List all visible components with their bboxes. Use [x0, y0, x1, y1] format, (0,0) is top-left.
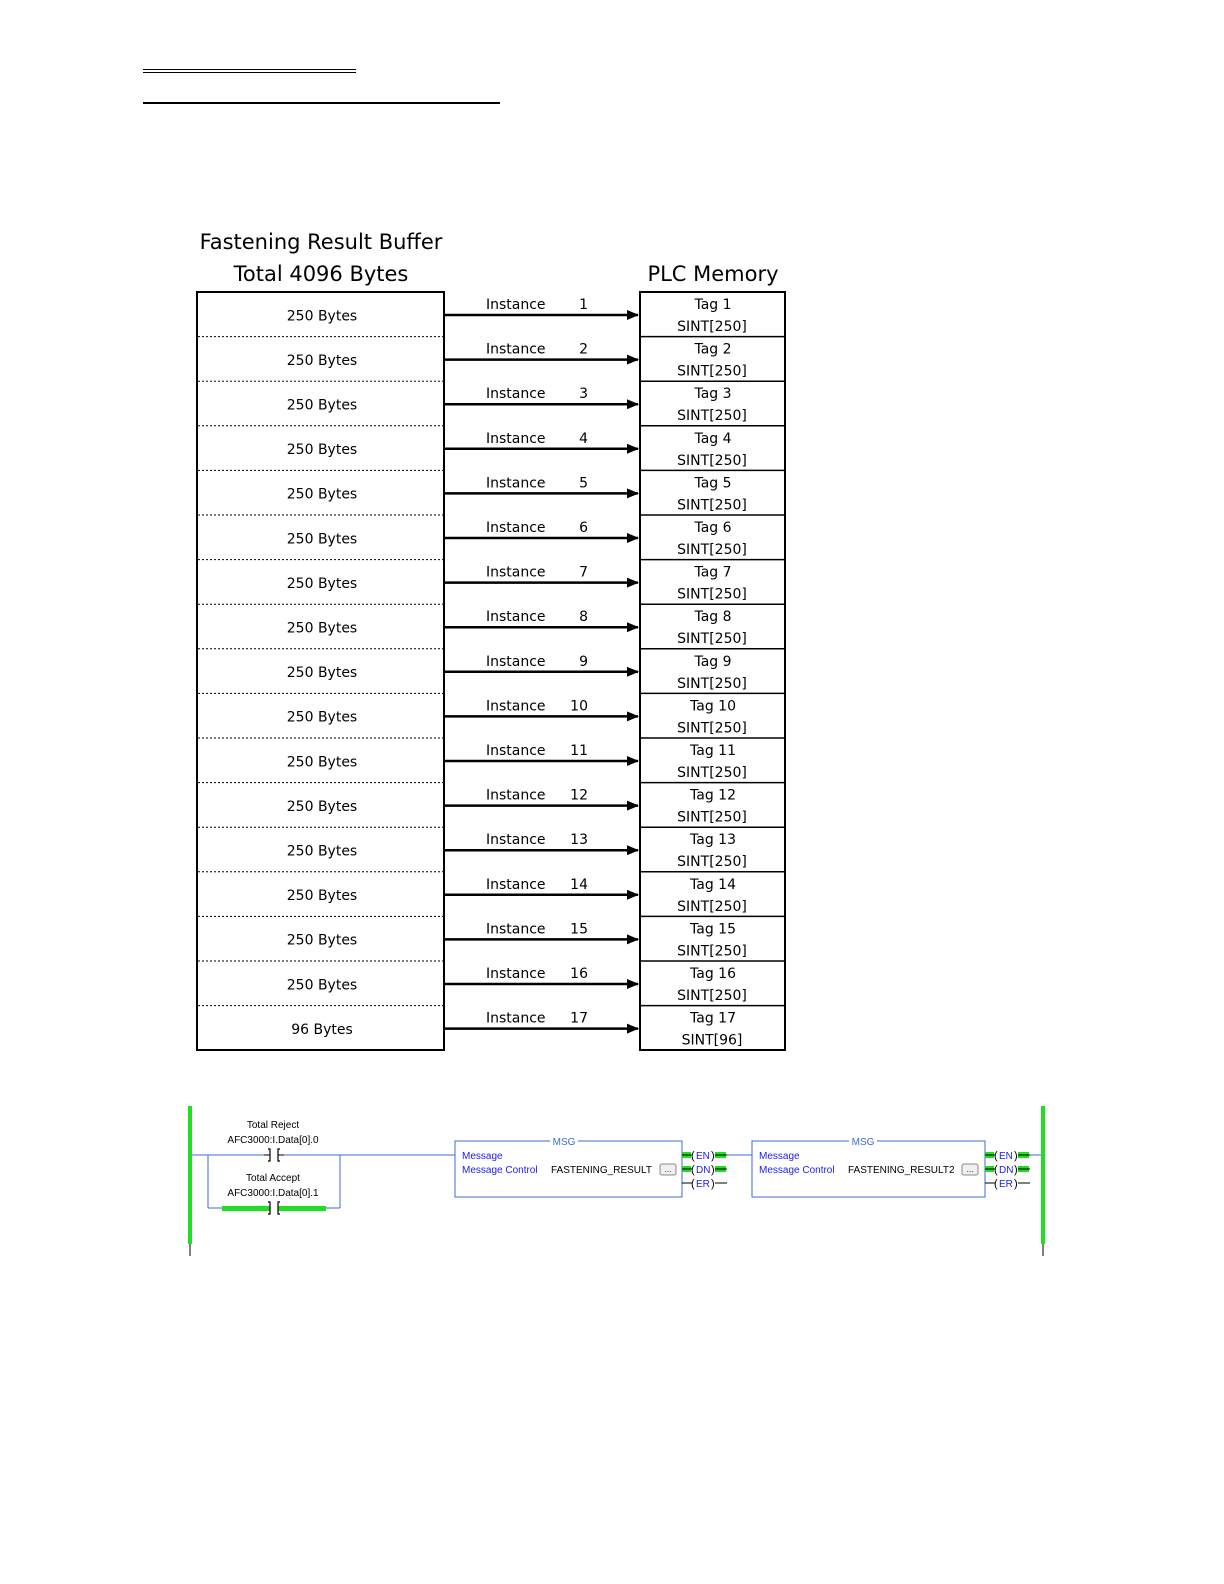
buffer-segment-label: 250 Bytes [286, 754, 358, 771]
instance-label: Instance [486, 653, 546, 670]
output-paren-right: ) [1014, 1164, 1018, 1176]
buffer-segment-label: 250 Bytes [286, 665, 358, 682]
plc-tag-name: Tag 8 [694, 609, 732, 626]
plc-tag-name: Tag 2 [694, 341, 732, 358]
msg-block-2[interactable] [752, 1135, 985, 1197]
left-power-rail [188, 1106, 192, 1244]
plc-tag-type: SINT[250] [677, 765, 747, 781]
instance-number: 12 [570, 787, 588, 804]
instance-label: Instance [486, 430, 546, 447]
buffer-segment-label: 250 Bytes [286, 888, 358, 905]
output-paren-left: ( [994, 1150, 998, 1162]
output-paren-right: ) [711, 1150, 715, 1162]
instance-number: 16 [570, 966, 588, 982]
plc-tag-type: SINT[250] [677, 720, 747, 737]
plc-memory-title: PLC Memory [647, 262, 779, 286]
buffer-segment-label: 250 Bytes [286, 531, 358, 548]
output-paren-right: ) [1014, 1150, 1018, 1162]
output-label: EN [999, 1151, 1013, 1162]
contact-total-accept[interactable] [222, 1173, 326, 1214]
instance-number: 3 [579, 386, 588, 403]
buffer-segment-label: 250 Bytes [286, 977, 358, 994]
output-label: ER [696, 1179, 710, 1190]
msg-param-value: FASTENING_RESULT2 [848, 1165, 955, 1176]
instance-number: 1 [579, 297, 588, 313]
buffer-segment-label: 250 Bytes [286, 843, 358, 860]
instance-number: 11 [570, 743, 588, 759]
plc-tag-name: Tag 14 [690, 876, 736, 893]
plc-tag-name: Tag 9 [694, 653, 732, 670]
buffer-title: Fastening Result Buffer [199, 230, 443, 254]
msg-param-label: Message Control [462, 1165, 538, 1176]
instance-number: 6 [579, 520, 588, 536]
plc-tag-type: SINT[250] [677, 675, 747, 692]
plc-tag-type: SINT[250] [677, 452, 747, 469]
plc-tag-type: SINT[250] [677, 319, 747, 335]
output-label: ER [999, 1179, 1013, 1190]
msg-config-button-label: ... [664, 1165, 672, 1174]
output-paren-left: ( [994, 1178, 998, 1190]
msg-config-button-label: ... [966, 1165, 974, 1174]
instance-label: Instance [486, 787, 546, 804]
instance-number: 13 [570, 832, 588, 849]
contact-address: AFC3000:I.Data[0].0 [227, 1135, 319, 1146]
plc-tag-name: Tag 16 [690, 966, 736, 982]
energized-highlight [222, 1206, 270, 1211]
plc-tag-type: SINT[250] [677, 898, 747, 915]
plc-tag-type: SINT[250] [677, 943, 747, 960]
msg-param-label: Message Control [759, 1165, 835, 1176]
buffer-segment-label: 250 Bytes [286, 932, 358, 949]
instance-label: Instance [486, 564, 546, 581]
plc-tag-name: Tag 3 [694, 386, 732, 403]
instance-number: 9 [579, 653, 588, 670]
buffer-segment-label: 96 Bytes [291, 1021, 353, 1038]
plc-tag-type: SINT[250] [677, 631, 747, 648]
plc-tag-name: Tag 15 [690, 921, 736, 938]
buffer-segment-label: 250 Bytes [286, 352, 358, 369]
plc-tag-type: SINT[250] [677, 809, 747, 826]
msg-output-en [985, 1150, 1030, 1162]
instance-number: 14 [570, 876, 588, 893]
msg-param-value: FASTENING_RESULT [551, 1165, 652, 1176]
buffer-segment-label: 250 Bytes [286, 798, 358, 815]
plc-tag-type: SINT[250] [677, 542, 747, 558]
instance-label: Instance [486, 520, 546, 536]
buffer-segment-label: 250 Bytes [286, 308, 358, 325]
instance-label: Instance [486, 386, 546, 403]
buffer-segment-label: 250 Bytes [286, 620, 358, 637]
instance-label: Instance [486, 743, 546, 759]
instance-number: 17 [570, 1010, 588, 1027]
buffer-segment-label: 250 Bytes [286, 575, 358, 592]
contact-description: Total Reject [246, 1120, 300, 1131]
instance-number: 10 [570, 698, 588, 715]
instance-label: Instance [486, 876, 546, 893]
output-label: DN [999, 1165, 1014, 1176]
instance-number: 8 [579, 609, 588, 626]
output-paren-right: ) [1014, 1178, 1018, 1190]
buffer-segment-label: 250 Bytes [286, 442, 358, 459]
instance-number: 4 [579, 430, 588, 447]
output-paren-left: ( [691, 1150, 695, 1162]
msg-title: Message [759, 1151, 800, 1162]
plc-tag-name: Tag 5 [694, 475, 732, 492]
plc-tag-name: Tag 12 [690, 787, 736, 804]
instance-label: Instance [486, 921, 546, 938]
msg-config-button[interactable] [660, 1164, 676, 1175]
plc-tag-name: Tag 6 [694, 520, 732, 536]
contact-description: Total Accept [246, 1173, 300, 1184]
plc-tag-name: Tag 13 [690, 832, 736, 849]
buffer-segment-label: 250 Bytes [286, 709, 358, 726]
instance-number: 7 [579, 564, 588, 581]
msg-output-er [985, 1178, 1030, 1190]
plc-tag-type: SINT[250] [677, 363, 747, 380]
instance-label: Instance [486, 297, 546, 313]
instance-label: Instance [486, 698, 546, 715]
msg-block-1[interactable] [455, 1135, 682, 1197]
msg-output-en [682, 1150, 727, 1162]
plc-tag-type: SINT[250] [677, 988, 747, 1004]
plc-tag-name: Tag 7 [694, 564, 732, 581]
energized-highlight [278, 1206, 326, 1211]
buffer-segment-label: 250 Bytes [286, 397, 358, 414]
instance-label: Instance [486, 475, 546, 492]
instance-label: Instance [486, 1010, 546, 1027]
plc-tag-type: SINT[250] [677, 586, 747, 603]
right-power-rail [1041, 1106, 1045, 1244]
msg-output-dn [985, 1164, 1030, 1176]
output-paren-left: ( [691, 1164, 695, 1176]
instance-label: Instance [486, 609, 546, 626]
msg-mnemonic: MSG [552, 1137, 576, 1148]
msg-output-er [682, 1178, 727, 1190]
instance-number: 15 [570, 921, 588, 938]
contact-address: AFC3000:I.Data[0].1 [227, 1188, 319, 1199]
plc-tag-type: SINT[250] [677, 408, 747, 425]
plc-tag-name: Tag 4 [694, 430, 732, 447]
instance-number: 5 [579, 475, 588, 492]
msg-mnemonic: MSG [851, 1137, 875, 1148]
buffer-subtitle: Total 4096 Bytes [233, 262, 409, 286]
output-paren-left: ( [994, 1164, 998, 1176]
output-paren-right: ) [711, 1164, 715, 1176]
msg-title: Message [462, 1151, 503, 1162]
buffer-segment-label: 250 Bytes [286, 486, 358, 503]
plc-tag-name: Tag 1 [694, 297, 732, 313]
output-paren-left: ( [691, 1178, 695, 1190]
msg-output-dn [682, 1164, 727, 1176]
instance-label: Instance [486, 966, 546, 982]
plc-tag-type: SINT[250] [677, 497, 747, 514]
plc-tag-name: Tag 17 [690, 1010, 736, 1027]
plc-tag-name: Tag 11 [690, 743, 736, 759]
plc-tag-type: SINT[250] [677, 854, 747, 871]
instance-label: Instance [486, 832, 546, 849]
output-label: EN [696, 1151, 710, 1162]
plc-tag-name: Tag 10 [690, 698, 736, 715]
instance-number: 2 [579, 341, 588, 358]
plc-tag-type: SINT[96] [681, 1032, 743, 1049]
output-paren-right: ) [711, 1178, 715, 1190]
msg-config-button[interactable] [962, 1164, 978, 1175]
instance-label: Instance [486, 341, 546, 358]
output-label: DN [696, 1165, 711, 1176]
